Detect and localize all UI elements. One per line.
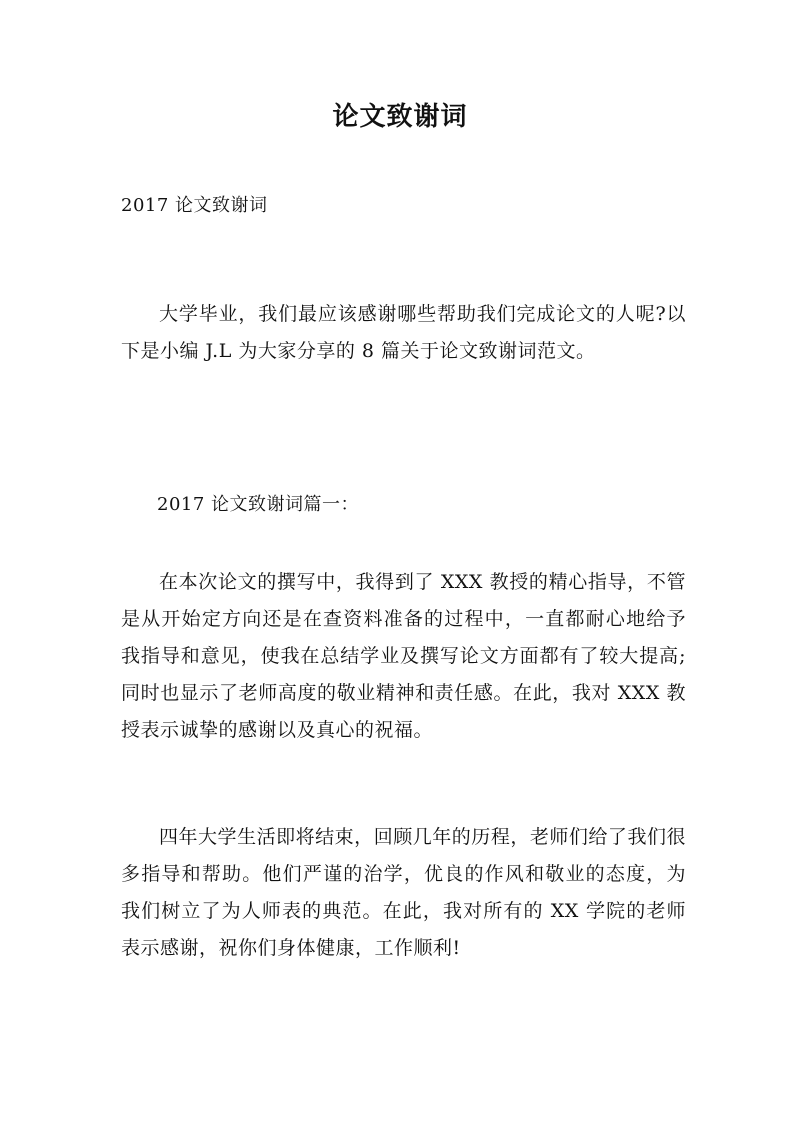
body-paragraph-1: 在本次论文的撰写中，我得到了 XXX 教授的精心指导，不管是从开始定方向还是在查资料准备的过程中，一直都耐心地给予我指导和意见，使我在总结学业及撰写论文方面都有了较大提高;同时也显示了老师高度的敬业精神和责任感。在此，我对 XXX 教授表示诚挚的感谢以及真心的祝福。 — [121, 571, 686, 741]
document-title: 论文致谢词 — [332, 102, 468, 132]
intro-paragraph: 大学毕业，我们最应该感谢哪些帮助我们完成论文的人呢?以下是小编 J.L 为大家分享的 8 篇关于论文致谢词范文。 — [121, 303, 686, 362]
section-heading: 2017 论文致谢词篇一： — [157, 494, 360, 515]
body-paragraph-2: 四年大学生活即将结束，回顾几年的历程，老师们给了我们很多指导和帮助。他们严谨的治学，优良的作风和敬业的态度，为我们树立了为人师表的典范。在此，我对所有的 XX 学院的老师表示感谢，祝你们身体健康，工作顺利! — [121, 826, 686, 959]
document-subtitle: 2017 论文致谢词 — [121, 195, 268, 216]
